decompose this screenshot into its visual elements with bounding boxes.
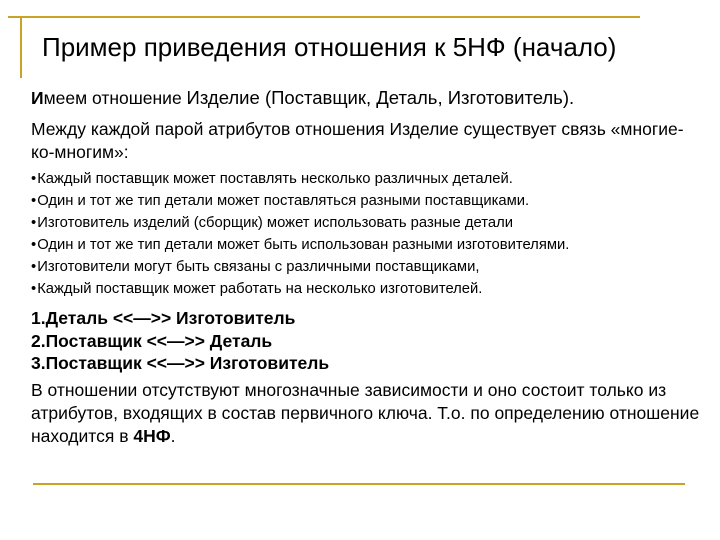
bottom-accent-rule xyxy=(33,483,685,485)
bullet-marker: • xyxy=(31,171,37,187)
slide-body xyxy=(31,86,701,448)
bullet-marker: • xyxy=(31,193,37,209)
bullet-marker: • xyxy=(31,281,37,297)
left-accent-rule xyxy=(20,16,22,78)
relation-attributes: (Поставщик, Деталь, Изготовитель). xyxy=(259,87,575,108)
intro-initial: И xyxy=(31,88,44,108)
bullet-item xyxy=(31,168,701,190)
bullet-text: Один и тот же тип детали может быть использован разными изготовителями. xyxy=(37,237,570,253)
relationship-item: 1.Деталь <<—>> Изготовитель xyxy=(31,308,296,328)
bullet-text: Каждый поставщик может работать на несколько изготовителей. xyxy=(37,281,483,297)
top-accent-rule xyxy=(8,16,640,18)
bullet-item xyxy=(31,212,701,234)
bullet-text: Один и тот же тип детали может поставляться разными поставщиками. xyxy=(37,193,530,209)
conclusion-text: В отношении отсутствуют многозначные зависимости и оно состоит только из атрибутов, входящих в состав первичного ключа. Т.о. по определению отношение находится в xyxy=(31,379,700,446)
intro-paragraph xyxy=(31,86,701,110)
bullet-item xyxy=(31,278,701,300)
bullet-text: Каждый поставщик может поставлять несколько различных деталей. xyxy=(37,171,513,187)
bullet-text: Изготовители могут быть связаны с различными поставщиками, xyxy=(37,259,480,275)
relation-name: Изделие xyxy=(186,87,260,108)
relationship-item: 2.Поставщик <<—>> Деталь xyxy=(31,330,273,351)
relationship-list xyxy=(31,307,701,375)
bullet-list xyxy=(31,168,701,300)
slide-title: Пример приведения отношения к 5НФ (начало) xyxy=(42,32,617,62)
pairs-paragraph: Между каждой парой атрибутов отношения Изделие существует связь «многие-ко-многим»: xyxy=(31,119,684,162)
bullet-marker: • xyxy=(31,259,37,275)
intro-prefix: меем отношение xyxy=(43,88,187,108)
conclusion-end: . xyxy=(170,425,176,446)
conclusion-paragraph xyxy=(31,379,701,448)
bullet-text: Изготовитель изделий (сборщик) может использовать разные детали xyxy=(37,215,513,231)
normal-form-label: 4НФ xyxy=(133,425,171,446)
bullet-item xyxy=(31,190,701,212)
bullet-item xyxy=(31,256,701,278)
relationship-item: 3.Поставщик <<—>> Изготовитель xyxy=(31,353,330,373)
bullet-marker: • xyxy=(31,215,37,231)
bullet-item xyxy=(31,234,701,256)
bullet-marker: • xyxy=(31,237,37,253)
